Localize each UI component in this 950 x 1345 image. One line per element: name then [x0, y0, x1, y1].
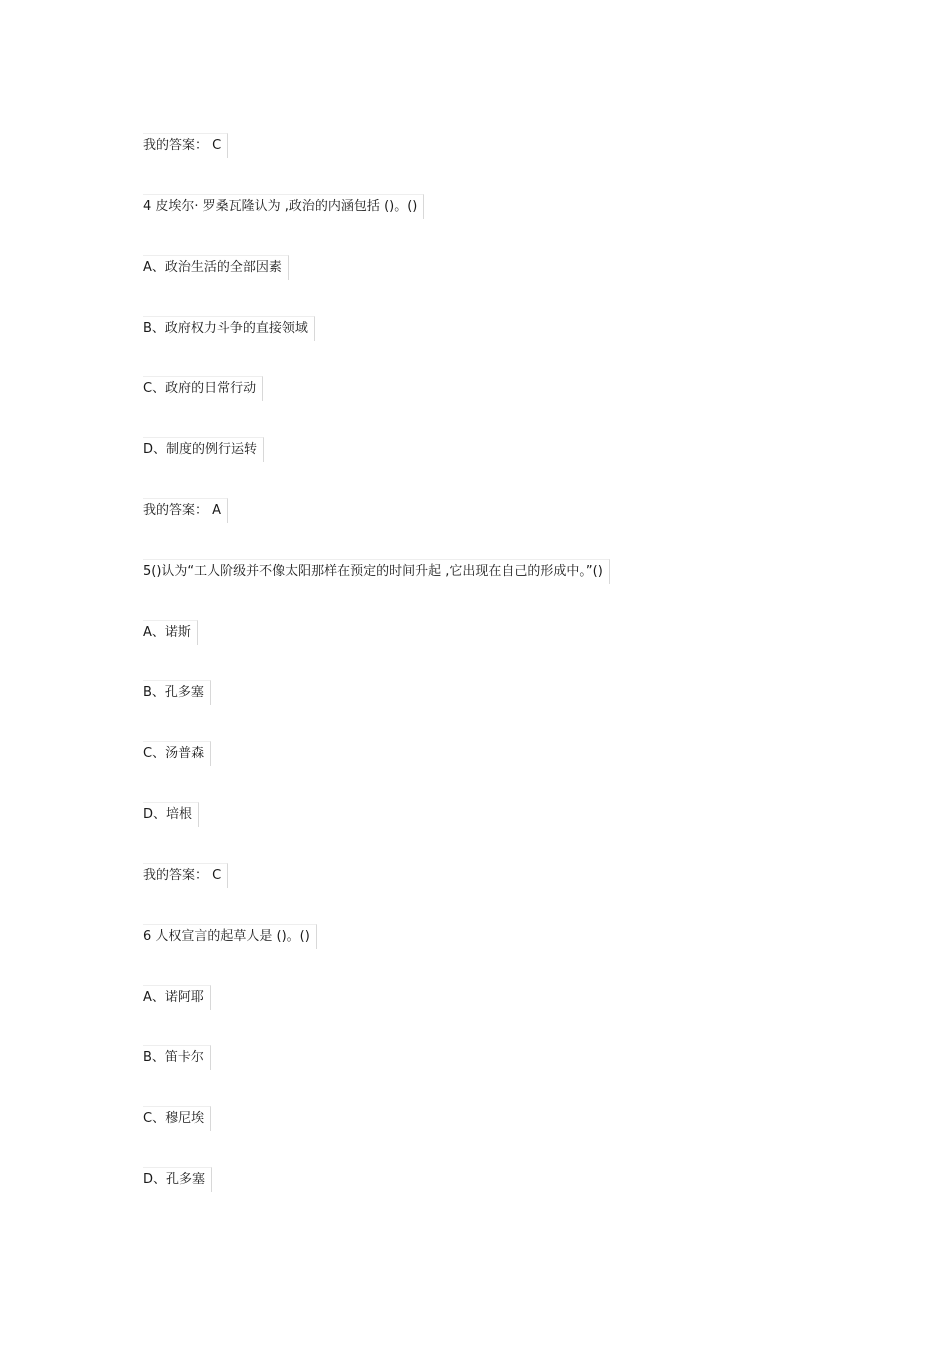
option-b-q4: B、政府权力斗争的直接领域 [143, 316, 315, 341]
option-d-q6: D、孔多塞 [143, 1167, 212, 1192]
question-5: 5()认为“工人阶级并不像太阳那样在预定的时间升起 ,它出现在自己的形成中。”() [143, 559, 610, 584]
option-b-q5: B、孔多塞 [143, 680, 211, 705]
option-c-q6: C、穆尼埃 [143, 1106, 211, 1131]
answer-line-q3: 我的答案： C [143, 133, 228, 158]
option-b-q6: B、笛卡尔 [143, 1045, 211, 1070]
option-c-q5: C、汤普森 [143, 741, 211, 766]
option-a-q6: A、诺阿耶 [143, 985, 211, 1010]
question-6: 6 人权宣言的起草人是 ()。() [143, 924, 317, 949]
answer-line-q4: 我的答案： A [143, 498, 228, 523]
question-4: 4 皮埃尔· 罗桑瓦隆认为 ,政治的内涵包括 ()。() [143, 194, 424, 219]
option-c-q4: C、政府的日常行动 [143, 376, 263, 401]
option-d-q4: D、制度的例行运转 [143, 437, 264, 462]
answer-line-q5: 我的答案： C [143, 863, 228, 888]
option-a-q4: A、政治生活的全部因素 [143, 255, 289, 280]
option-a-q5: A、诺斯 [143, 620, 198, 645]
option-d-q5: D、培根 [143, 802, 199, 827]
